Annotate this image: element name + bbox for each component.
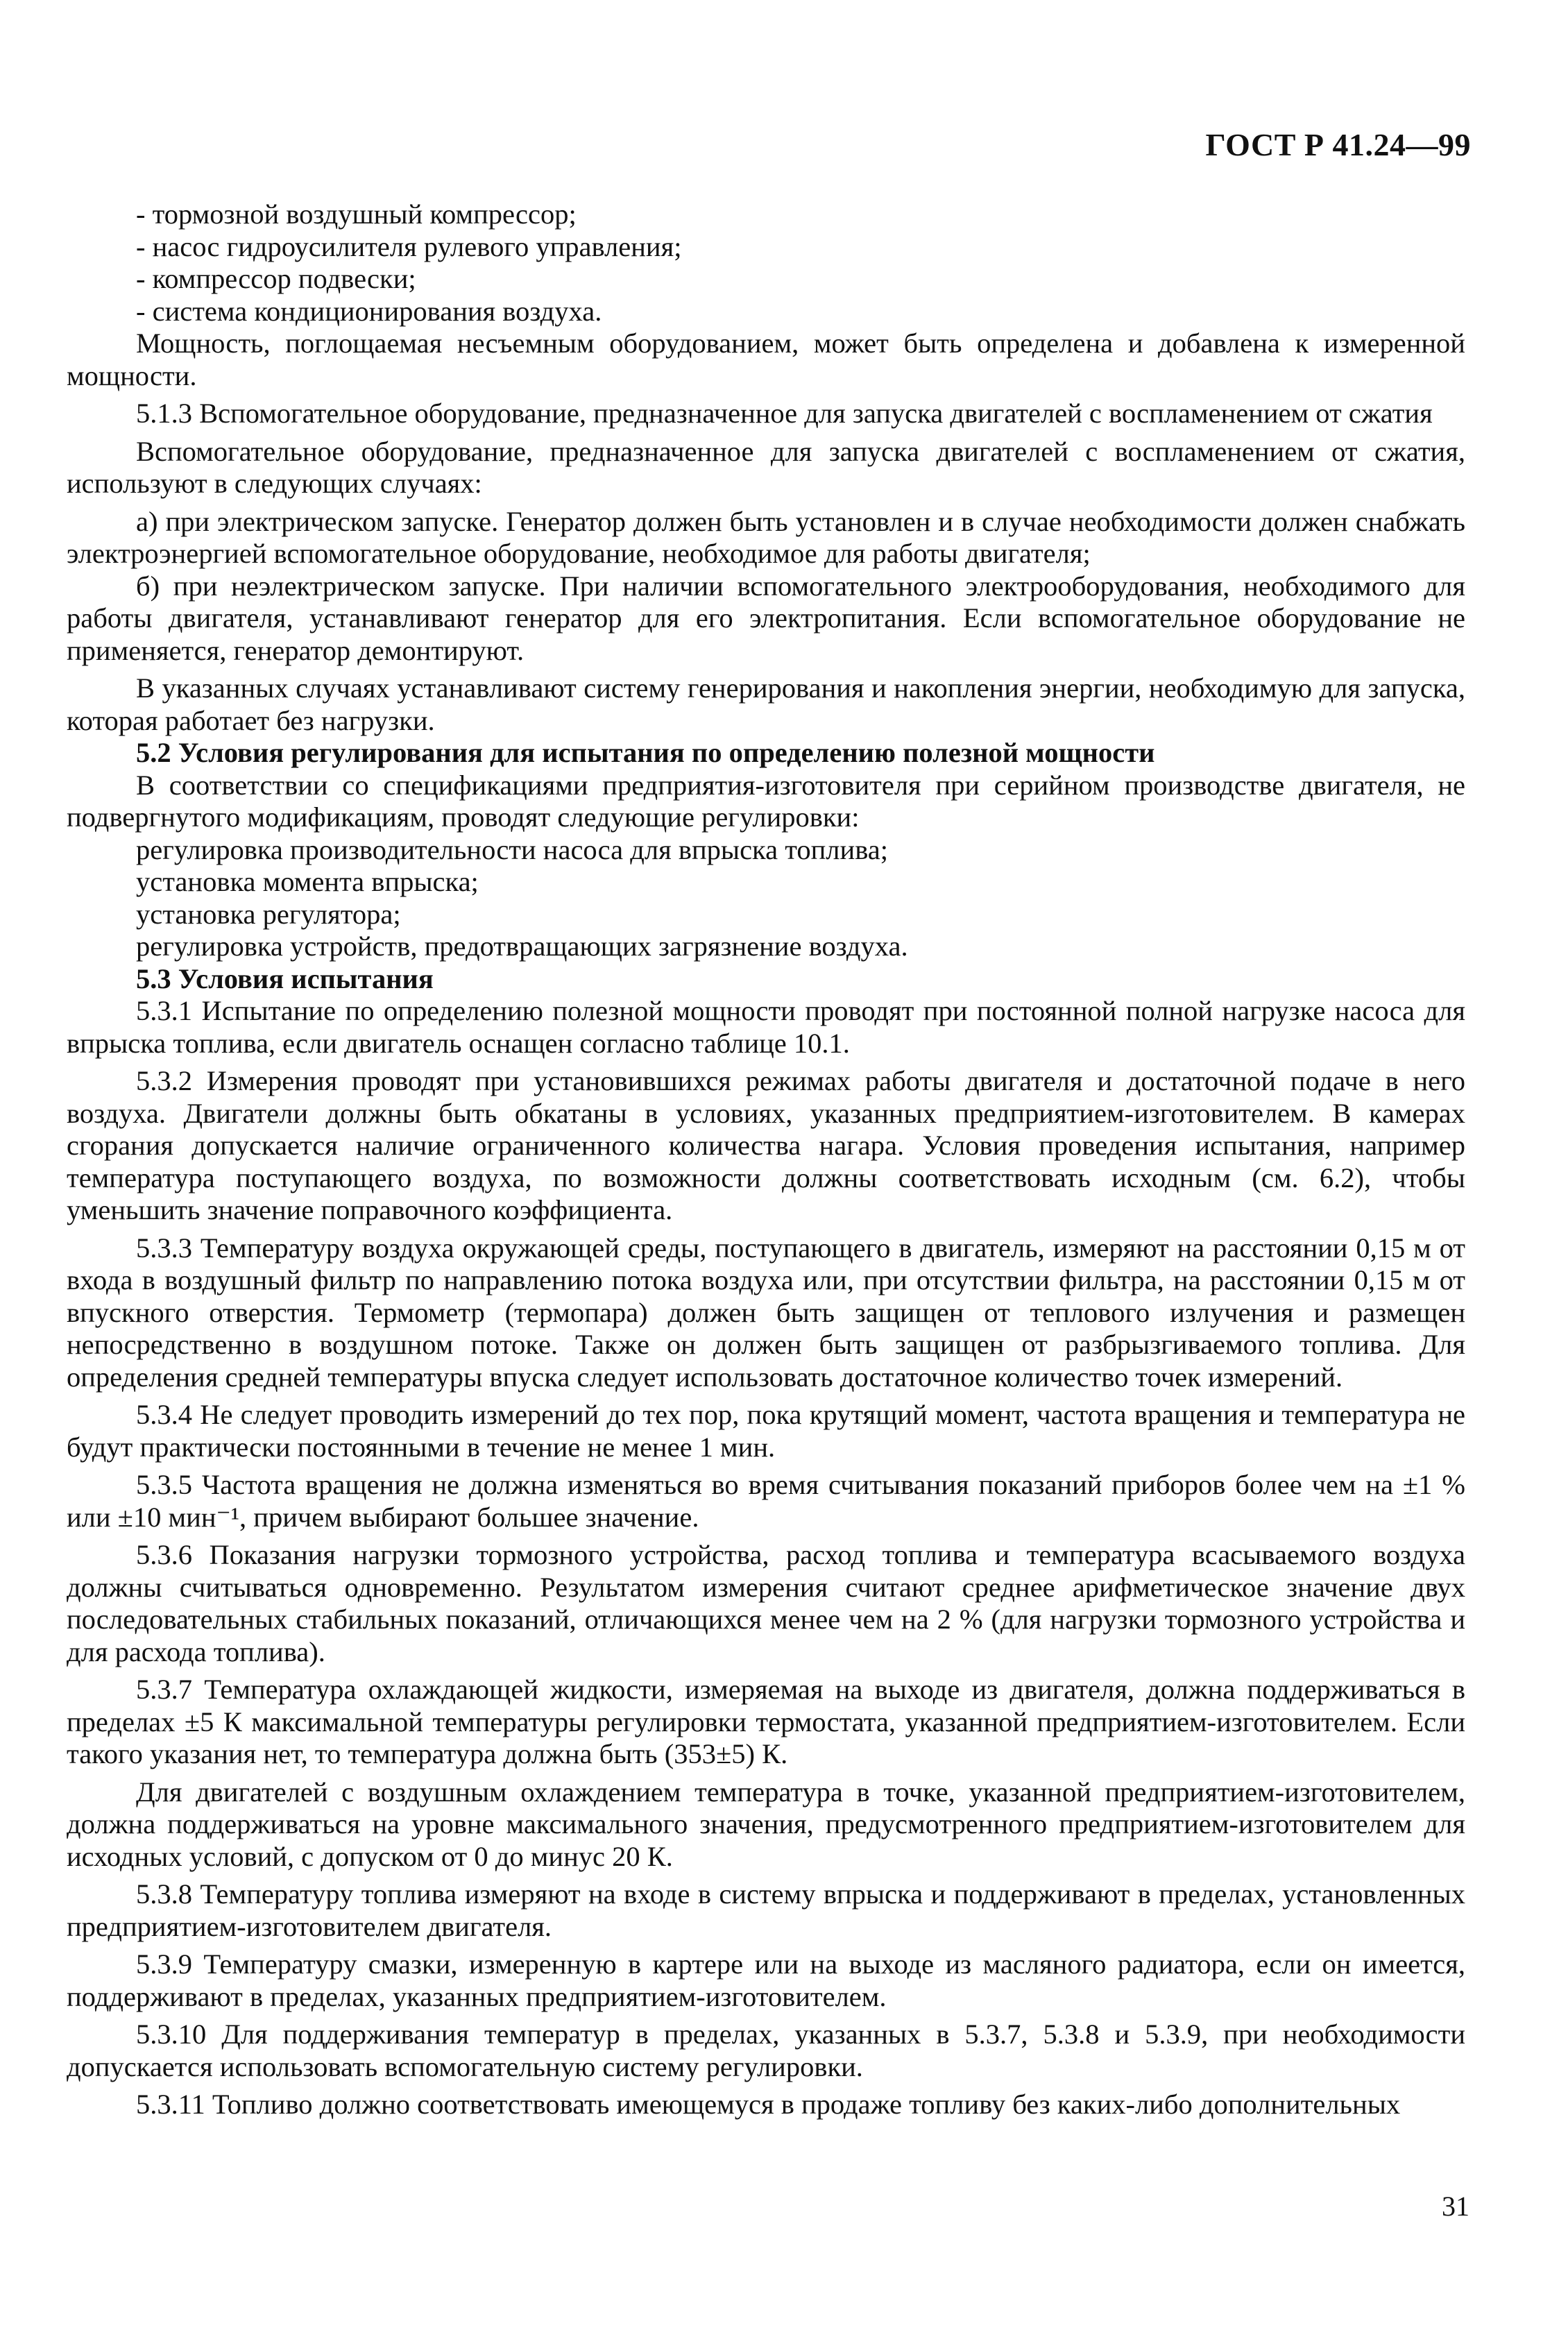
list-item: установка регулятора; (136, 898, 401, 930)
paragraph: 5.3.9 Температуру смазки, измеренную в картере или на выходе из масляного радиатора, если он имеется, поддерживают в пределах, указанных предприятием-изготовителем. (67, 1948, 1465, 2012)
paragraph: 5.3.11 Топливо должно соответствовать имеющемуся в продаже топливу без каких-либо дополнительных (136, 2089, 1401, 2120)
list-item: а) при электрическом запуске. Генератор должен быть установлен и в случае необходимости должен снабжать электроэнергией вспомогательное оборудование, необходимое для работы двигателя; (67, 505, 1465, 569)
section-heading: 5.3 Условия испытания (136, 962, 434, 994)
list-item: регулировка производительности насоса для впрыска топлива; (136, 833, 889, 865)
paragraph: 5.3.1 Испытание по определению полезной мощности проводят при постоянной полной нагрузке насоса для впрыска топлива, если двигатель оснащен согласно таблице 10.1. (67, 995, 1465, 1059)
paragraph: Мощность, поглощаемая несъемным оборудованием, может быть определена и добавлена к измеренной мощности. (67, 328, 1465, 391)
paragraph: В соответствии со спецификациями предприятия-изготовителя при серийном производстве двигателя, не подвергнутого модификациям, проводят следующие регулировки: (67, 769, 1465, 833)
list-item: - компрессор подвески; (136, 263, 416, 294)
list-item: установка момента впрыска; (136, 866, 479, 897)
paragraph: Для двигателей с воздушным охлаждением температура в точке, указанной предприятием-изготовителем, должна поддерживаться на уровне максимального значения, предусмотренного предприятием-изготовителем для исходных условий, с допуском от 0 до минус 20 К. (67, 1776, 1465, 1872)
list-item: - тормозной воздушный компрессор; (136, 198, 577, 230)
list-item: - система кондиционирования воздуха. (136, 295, 602, 327)
paragraph: 5.3.2 Измерения проводят при установившихся режимах работы двигателя и достаточной подаче в него воздуха. Двигатели должны быть обкатаны в условиях, указанных предприятием-изготовителем. В камерах сгорания допускается наличие ограниченного количества нагара. Условия проведения испытания, например температура поступающего воздуха, по возможности должны соответствовать исходным (см. 6.2), чтобы уменьшить значение поправочного коэффициента. (67, 1065, 1465, 1225)
paragraph: 5.3.8 Температуру топлива измеряют на входе в систему впрыска и поддерживают в пределах, установленных предприятием-изготовителем двигателя. (67, 1878, 1465, 1942)
paragraph: 5.3.6 Показания нагрузки тормозного устройства, расход топлива и температура всасываемого воздуха должны считываться одновременно. Результатом измерения считают среднее арифметическое значение двух последовательных стабильных показаний, отличающихся менее чем на 2 % (для нагрузки тормозного устройства и для расхода топлива). (67, 1539, 1465, 1667)
document-code: ГОСТ Р 41.24—99 (1205, 127, 1471, 162)
paragraph: 5.3.4 Не следует проводить измерений до тех пор, пока крутящий момент, частота вращения и температура не будут практически постоянными в течение не менее 1 мин. (67, 1399, 1465, 1463)
paragraph: В указанных случаях устанавливают систему генерирования и накопления энергии, необходимую для запуска, которая работает без нагрузки. (67, 672, 1465, 736)
paragraph: 5.3.10 Для поддерживания температур в пределах, указанных в 5.3.7, 5.3.8 и 5.3.9, при необходимости допускается использовать вспомогательную систему регулировки. (67, 2019, 1465, 2082)
section-heading: 5.2 Условия регулирования для испытания по определению полезной мощности (136, 737, 1155, 768)
paragraph: 5.3.7 Температура охлаждающей жидкости, измеряемая на выходе из двигателя, должна поддерживаться в пределах ±5 К максимальной температуры регулировки термостата, указанной предприятием-изготовителем. Если такого указания нет, то температура должна быть (353±5) К. (67, 1674, 1465, 1769)
body-text (67, 198, 1465, 2121)
list-item: - насос гидроусилителя рулевого управления; (136, 230, 682, 262)
page-number: 31 (1442, 2191, 1469, 2222)
paragraph: 5.3.3 Температуру воздуха окружающей среды, поступающего в двигатель, измеряют на расстоянии 0,15 м от входа в воздушный фильтр по направлению потока воздуха или, при отсутствии фильтра, на расстоянии 0,15 м от впускного отверстия. Термометр (термопара) должен быть защищен от теплового излучения и размещен непосредственно в воздушном потоке. Также он должен быть защищен от разбрызгиваемого топлива. Для определения средней температуры впуска следует использовать достаточное количество точек измерений. (67, 1232, 1465, 1393)
paragraph: 5.3.5 Частота вращения не должна изменяться во время считывания показаний приборов более чем на ±1 % или ±10 мин⁻¹, причем выбирают большее значение. (67, 1469, 1465, 1533)
paragraph: Вспомогательное оборудование, предназначенное для запуска двигателей с воспламенением от сжатия, используют в следующих случаях: (67, 435, 1465, 499)
list-item: б) при неэлектрическом запуске. При наличии вспомогательного электрооборудования, необходимого для работы двигателя, устанавливают генератор для его электропитания. Если вспомогательное оборудование не применяется, генератор демонтируют. (67, 570, 1465, 666)
subclause-title: 5.1.3 Вспомогательное оборудование, предназначенное для запуска двигателей с воспламенением от сжатия (136, 398, 1433, 429)
list-item: регулировка устройств, предотвращающих загрязнение воздуха. (136, 930, 908, 962)
